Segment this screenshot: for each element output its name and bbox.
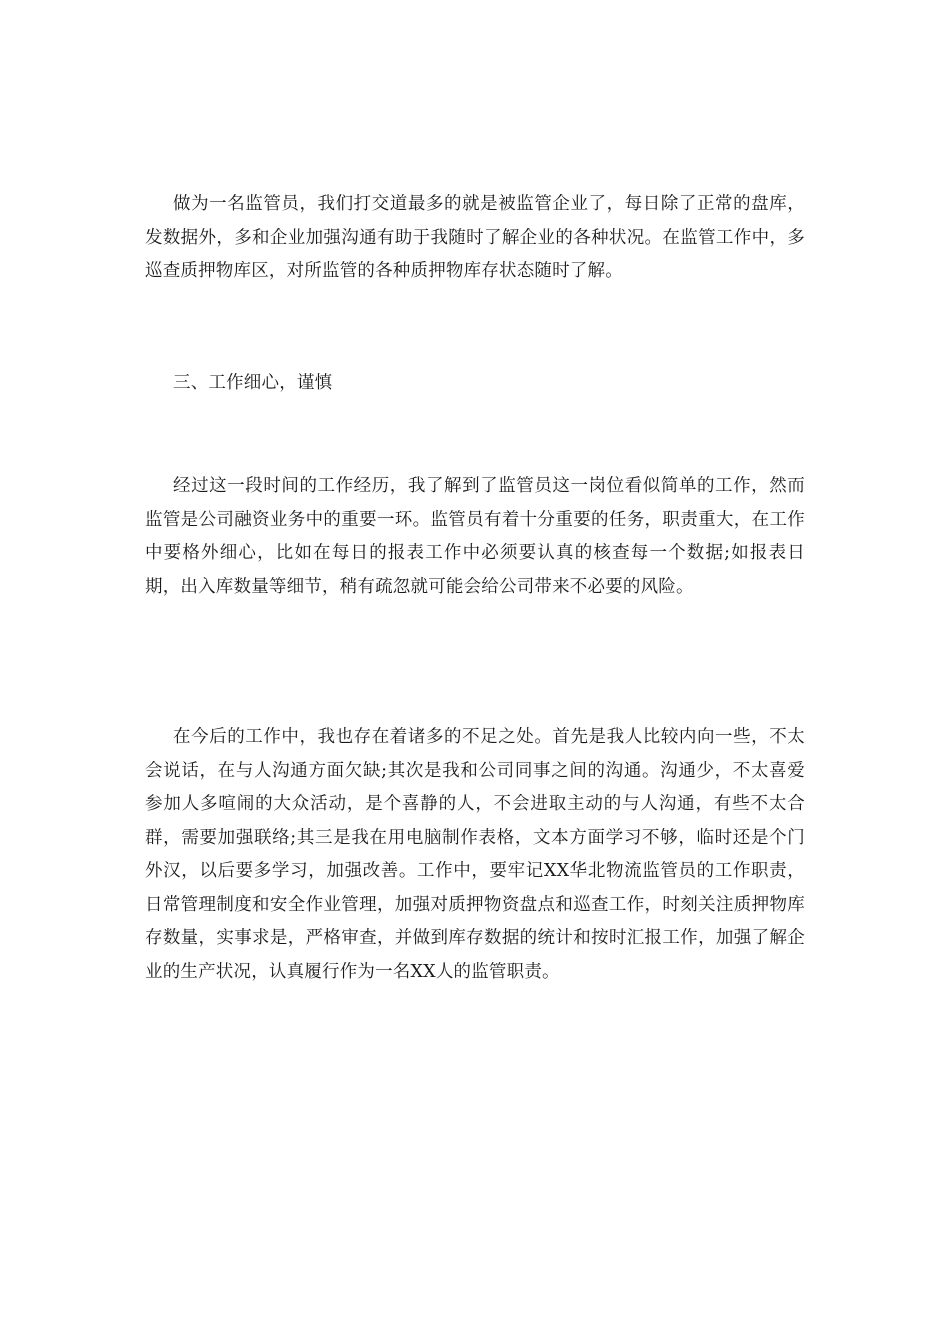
section-heading: 三、工作细心，谨慎: [173, 373, 333, 393]
paragraph-carefulness: 经过这一段时间的工作经历，我了解到了监管员这一岗位看似简单的工作，然而监管是公司融资业务中的重要一环。监管员有着十分重要的任务，职责重大，在工作中要格外细心，比如在每日的报表工作中必须要认真的核查每一个数据;如报表日期，出入库数量等细节，稍有疏忽就可能会给公司带来不必要的风险。: [145, 476, 805, 597]
paragraph-shortcomings: 在今后的工作中，我也存在着诸多的不足之处。首先是我人比较内向一些，不太会说话，在与人沟通方面欠缺;其次是我和公司同事之间的沟通。沟通少，不太喜爱参加人多喧闹的大众活动，是个喜静的人，不会进取主动的与人沟通，有些不太合群，需要加强联络;其三是我在用电脑制作表格，文本方面学习不够，临时还是个门外汉，以后要多学习，加强改善。工作中，要牢记XX华北物流监管员的工作职责，日常管理制度和安全作业管理，加强对质押物资盘点和巡查工作，时刻关注质押物库存数量，实事求是，严格审查，并做到库存数据的统计和按时汇报工作，加强了解企业的生产状况，认真履行作为一名XX人的监管职责。: [145, 727, 805, 982]
paragraph-communication: 做为一名监管员，我们打交道最多的就是被监管企业了，每日除了正常的盘库，发数据外，多和企业加强沟通有助于我随时了解企业的各种状况。在监管工作中，多巡查质押物库区，对所监管的各种质押物库存状态随时了解。: [145, 194, 805, 281]
